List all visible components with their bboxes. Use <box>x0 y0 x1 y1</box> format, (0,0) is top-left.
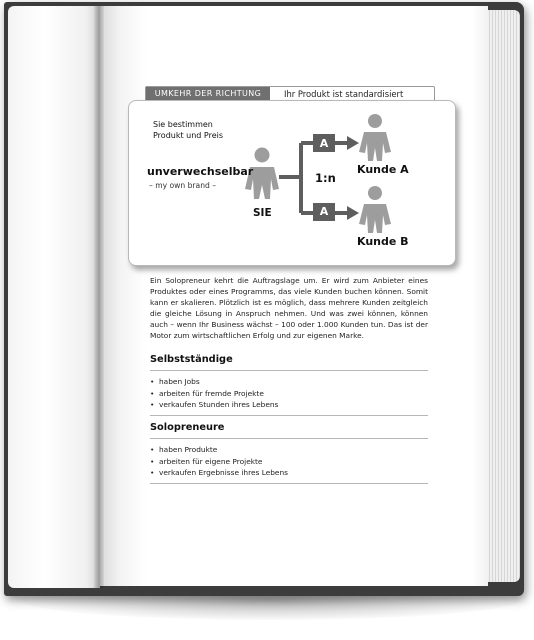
customer-a-label: Kunde A <box>357 163 409 176</box>
section-divider <box>150 438 428 439</box>
left-page <box>8 6 100 588</box>
brand-label: unverwechselbar <box>147 165 254 178</box>
product-label-top: A <box>319 137 329 150</box>
you-label: SIE <box>253 207 272 219</box>
product-label-bottom: A <box>319 205 329 218</box>
arrow-right-icon <box>347 206 359 220</box>
section-title-solopreneure: Solopreneure <box>150 422 225 433</box>
chapter-subtitle: Ihr Produkt ist standardisiert <box>284 89 404 99</box>
page-edges <box>484 10 520 582</box>
list-item: • verkaufen Ergebnisse ihres Lebens <box>150 467 288 479</box>
list-item: • arbeiten für fremde Projekte <box>150 388 278 400</box>
section-divider <box>150 370 428 371</box>
list-item: • arbeiten für eigene Projekte <box>150 456 288 468</box>
chapter-label: UMKEHR DER RICHTUNG <box>146 87 270 101</box>
list-item: • verkaufen Stunden ihres Lebens <box>150 399 278 411</box>
person-icon <box>359 114 391 161</box>
list-item: • haben Jobs <box>150 376 278 388</box>
bullet-list-selbststaendige <box>150 376 278 411</box>
arrow-right-icon <box>347 136 359 150</box>
brand-sublabel: – my own brand – <box>149 181 217 190</box>
person-icon <box>359 186 391 233</box>
book-gutter <box>94 6 104 588</box>
bullet-list-solopreneure <box>150 444 288 479</box>
body-paragraph: Ein Solopreneur kehrt die Auftragslage um. Er wird zum Anbieter eines Produktes oder eines Programms, das viele Kunden buchen können. Somit kann er skalieren. Plötzlich ist es möglich, dass mehrere Kunden zeitgleich die gleiche Lösung in Anspruch nehmen. Und was zwei können, können auch – wenn Ihr Business wächst – 100 oder 1.000 Kunden tun. Das ist der Motor zum wirtschaftlichen Erfolg und zur eigenen Marke. <box>150 276 428 340</box>
section-title-selbststaendige: Selbstständige <box>150 354 233 365</box>
customer-b-label: Kunde B <box>357 235 409 248</box>
diagram-intro: Sie bestimmen Produkt und Preis <box>153 120 224 140</box>
section-divider <box>150 415 428 416</box>
ratio-label: 1:n <box>315 171 336 185</box>
list-item: • haben Produkte <box>150 444 288 456</box>
section-divider <box>150 483 428 484</box>
business-model-diagram <box>128 100 456 266</box>
